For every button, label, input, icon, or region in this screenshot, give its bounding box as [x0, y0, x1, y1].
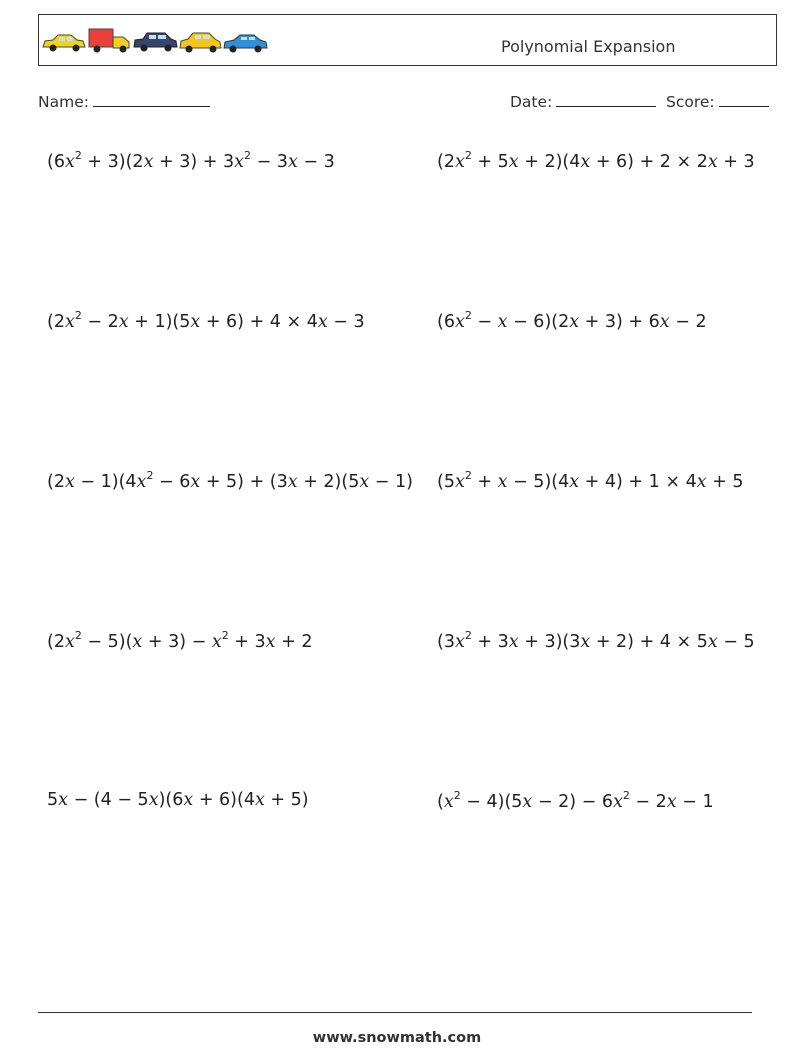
expression-text: )(6 — [158, 790, 184, 810]
variable: x — [707, 631, 718, 652]
score-blank[interactable] — [719, 93, 769, 107]
variable: x — [569, 311, 580, 332]
dark-blue-car-icon — [134, 33, 177, 52]
variable: x — [190, 471, 201, 492]
exponent: 2 — [146, 469, 154, 482]
problem-expression — [437, 310, 707, 332]
variable: x — [254, 790, 265, 810]
worksheet-header — [38, 14, 777, 66]
expression-text: + 5) + (3 — [200, 471, 288, 492]
variable: x — [58, 790, 69, 810]
expression-text: − 3 — [327, 311, 365, 332]
problem-expression — [47, 470, 413, 492]
variable: x — [580, 151, 591, 172]
expression-text: + 3 — [228, 631, 266, 652]
expression-text: + 6) + 4 × 4 — [200, 311, 318, 332]
problem-expression — [47, 630, 312, 652]
variable: x — [659, 311, 670, 332]
expression-text: − 2 — [629, 791, 667, 812]
expression-text: (2 — [47, 311, 65, 332]
variable: x — [132, 631, 143, 652]
expression-text: + 3 — [471, 631, 509, 652]
variable: x — [265, 631, 276, 652]
red-truck-icon — [89, 29, 129, 53]
variable: x — [287, 151, 298, 172]
variable: x — [580, 631, 591, 652]
variable: x — [287, 471, 298, 492]
variable: x — [443, 791, 454, 812]
variable: x — [508, 151, 519, 172]
expression-text: + 2) + 4 × 5 — [590, 631, 708, 652]
expression-text: + 1)(5 — [128, 311, 191, 332]
expression-text: − 2 — [81, 311, 119, 332]
variable: x — [696, 471, 707, 492]
variable: x — [211, 631, 222, 652]
variable: x — [317, 311, 328, 332]
expression-text: (6 — [47, 151, 65, 172]
expression-text: + — [471, 471, 498, 492]
exponent: 2 — [464, 309, 472, 322]
expression-text: + 6) + 2 × 2 — [590, 151, 708, 172]
variable: x — [118, 311, 129, 332]
expression-text: (3 — [437, 631, 455, 652]
blue-car-icon — [224, 35, 267, 53]
variable: x — [454, 151, 465, 172]
variable: x — [190, 311, 201, 332]
expression-text: + 3) + 3 — [153, 151, 235, 172]
expression-text: − 1) — [369, 471, 413, 492]
variable: x — [148, 790, 159, 810]
variable: x — [234, 151, 244, 172]
expression-text: − 2 — [669, 311, 707, 332]
date-blank[interactable] — [556, 93, 656, 107]
expression-text: − 1 — [676, 791, 714, 812]
problem-expression — [437, 630, 755, 652]
problem-expression — [47, 310, 365, 332]
variable: x — [454, 311, 465, 332]
expression-text: − 1)(4 — [74, 471, 137, 492]
expression-text: + 3) + 6 — [579, 311, 660, 332]
variable: x — [612, 791, 623, 812]
variable: x — [64, 471, 75, 492]
expression-text: − 3 — [251, 151, 288, 172]
footer-website: www.snowmath.com — [312, 1030, 482, 1046]
exponent: 2 — [74, 149, 82, 162]
expression-text: − (4 − 5 — [68, 790, 149, 810]
expression-text: − 4)(5 — [460, 791, 523, 812]
problem-expression — [437, 150, 755, 172]
variable: x — [136, 471, 147, 492]
problem-expression — [47, 150, 335, 172]
variable: x — [64, 151, 75, 172]
expression-text: (6 — [437, 311, 455, 332]
expression-text: + 3)(2 — [81, 151, 144, 172]
expression-text: + 3) − — [142, 631, 212, 652]
expression-text: − 3 — [297, 151, 335, 172]
score-field[interactable] — [666, 93, 769, 111]
expression-text: (2 — [47, 471, 65, 492]
expression-text: + 3)(3 — [518, 631, 581, 652]
problem-expression — [47, 790, 309, 810]
variable: x — [359, 471, 370, 492]
name-label: Name: — [38, 93, 89, 111]
variable: x — [64, 631, 75, 652]
yellow-car-icon — [180, 33, 221, 53]
expression-text: ( — [437, 791, 444, 812]
variable: x — [497, 471, 508, 492]
expression-text: + 5 — [471, 151, 509, 172]
expression-text: − 5 — [717, 631, 755, 652]
problem-expression — [437, 470, 744, 492]
expression-text: − 6)(2 — [507, 311, 570, 332]
page-title: Polynomial Expansion — [501, 37, 676, 56]
expression-text: − 5)( — [81, 631, 133, 652]
footer-divider — [38, 1012, 752, 1013]
expression-text: − 6 — [153, 471, 191, 492]
variable: x — [707, 151, 718, 172]
name-field[interactable] — [38, 93, 210, 111]
yellow-car-icon — [43, 35, 85, 52]
name-blank[interactable] — [93, 93, 210, 107]
expression-text: + 3 — [717, 151, 755, 172]
variable: x — [666, 791, 677, 812]
variable: x — [143, 151, 154, 172]
variable: x — [569, 471, 580, 492]
exponent: 2 — [221, 629, 229, 642]
expression-text: + 5) — [264, 790, 309, 810]
expression-text: + 6)(4 — [193, 790, 255, 810]
expression-text: − 2) − 6 — [532, 791, 613, 812]
expression-text: 5 — [47, 790, 59, 810]
exponent: 2 — [453, 789, 461, 802]
expression-text: − 5)(4 — [507, 471, 570, 492]
expression-text: (5 — [437, 471, 455, 492]
expression-text: + 2)(4 — [518, 151, 581, 172]
date-label: Date: — [510, 93, 553, 111]
variable: x — [497, 311, 508, 332]
expression-text: (2 — [437, 151, 455, 172]
vehicle-icons — [41, 27, 271, 55]
exponent: 2 — [74, 309, 82, 322]
variable: x — [454, 471, 465, 492]
exponent: 2 — [244, 149, 251, 162]
score-label: Score: — [666, 93, 715, 111]
expression-text: + 2)(5 — [297, 471, 360, 492]
expression-text: + 2 — [275, 631, 313, 652]
expression-text: + 5 — [706, 471, 744, 492]
expression-text: (2 — [47, 631, 65, 652]
exponent: 2 — [464, 469, 472, 482]
exponent: 2 — [464, 149, 472, 162]
variable: x — [454, 631, 465, 652]
expression-text: + 4) + 1 × 4 — [579, 471, 697, 492]
date-field[interactable] — [510, 93, 656, 111]
variable: x — [508, 631, 519, 652]
exponent: 2 — [622, 789, 630, 802]
expression-text: − — [471, 311, 498, 332]
exponent: 2 — [74, 629, 82, 642]
variable: x — [183, 790, 194, 810]
problem-expression — [437, 790, 714, 812]
exponent: 2 — [464, 629, 472, 642]
variable: x — [522, 791, 533, 812]
variable: x — [64, 311, 75, 332]
